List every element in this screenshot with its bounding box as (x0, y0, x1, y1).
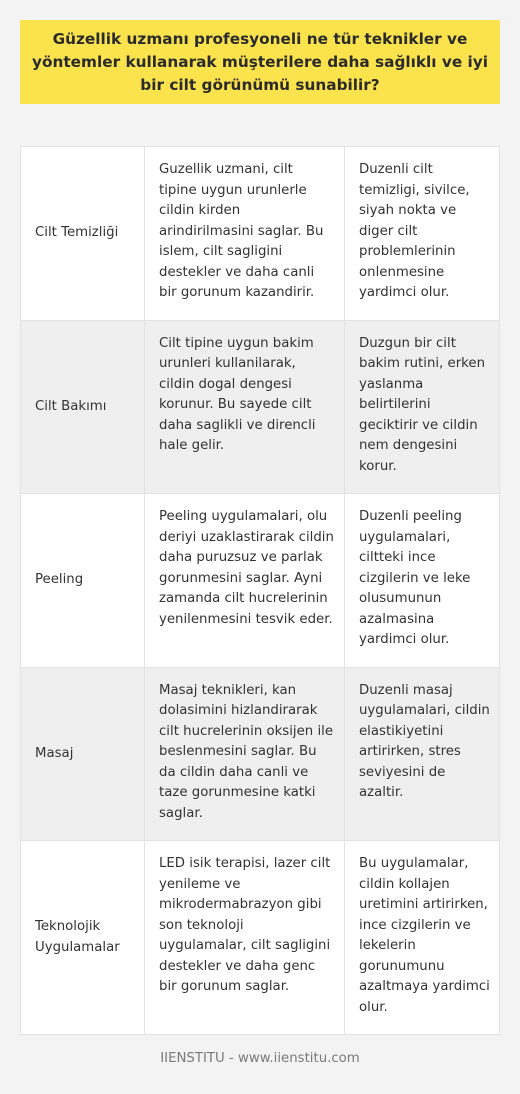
footer-credit: IIENSTITU - www.iienstitu.com (160, 1051, 360, 1066)
technique-label: Cilt Temizliği (35, 225, 119, 240)
techniques-table (20, 146, 500, 1035)
description-cell: Masaj teknikleri, kan dolasimini hizlandirarak cilt hucrelerinin oksijen ile beslenmesini saglar. Bu da cildin daha canli ve taze gorunmesine katki saglar. (145, 668, 345, 841)
technique-label: Cilt Bakımı (35, 398, 107, 414)
page-title: Güzellik uzmanı profesyoneli ne tür teknikler ve yöntemler kullanarak müşterilere daha sağlıklı ve iyi bir cilt görünümü sunabilir? (32, 29, 488, 94)
description-cell: Guzellik uzmani, cilt tipine uygun urunlerle cildin kirden arindirilmasini saglar. Bu islem, cilt sagligini destekler ve daha canli bir gorunum kazandirir. (145, 147, 345, 320)
technique-cell (21, 841, 145, 1034)
benefit-cell: Duzgun bir cilt bakim rutini, erken yaslanma belirtilerini geciktirir ve cildin nem dengesini korur. (359, 335, 486, 474)
description-cell: LED isik terapisi, lazer cilt yenileme ve mikrodermabrazyon gibi son teknoloji uygulamalar, cilt sagligini destekler ve daha genc bir gorunum saglar. (145, 841, 345, 1034)
table-row (21, 840, 499, 1034)
table-row (21, 320, 499, 494)
title-banner (20, 20, 500, 104)
description-cell: Peeling uygulamalari, olu deriyi uzaklastirarak cildin daha puruzsuz ve parlak gorunmesini saglar. Ayni zamanda cilt hucrelerinin yenilenmesini tesvik eder. (145, 494, 345, 667)
technique-cell (21, 147, 145, 320)
description-cell: Cilt tipine uygun bakim urunleri kullanilarak, cildin dogal dengesi korunur. Bu sayede cilt daha saglikli ve direncli hale gelir. (145, 321, 345, 494)
technique-label: Teknolojik Uygulamalar (35, 919, 120, 955)
technique-label: Peeling (35, 572, 84, 587)
technique-cell (21, 494, 145, 667)
technique-label: Masaj (35, 745, 74, 761)
benefit-cell: Bu uygulamalar, cildin kollajen uretimini artirirken, ince cizgilerin ve lekelerin gorunumunu azaltmaya yardimci olur. (359, 856, 490, 1015)
table-row (21, 493, 499, 667)
technique-cell (21, 321, 145, 494)
table-row (21, 147, 499, 320)
table-row (21, 667, 499, 841)
benefit-cell: Duzenli masaj uygulamalari, cildin elastikiyetini artirirken, stres seviyesini de azaltir. (359, 682, 490, 800)
benefit-cell: Duzenli peeling uygulamalari, ciltteki ince cizgilerin ve leke olusumunun azalmasina yardimci olur. (359, 509, 471, 647)
technique-cell (21, 668, 145, 841)
benefit-cell: Duzenli cilt temizligi, sivilce, siyah nokta ve diger cilt problemlerinin onlenmesine yardimci olur. (359, 162, 470, 300)
